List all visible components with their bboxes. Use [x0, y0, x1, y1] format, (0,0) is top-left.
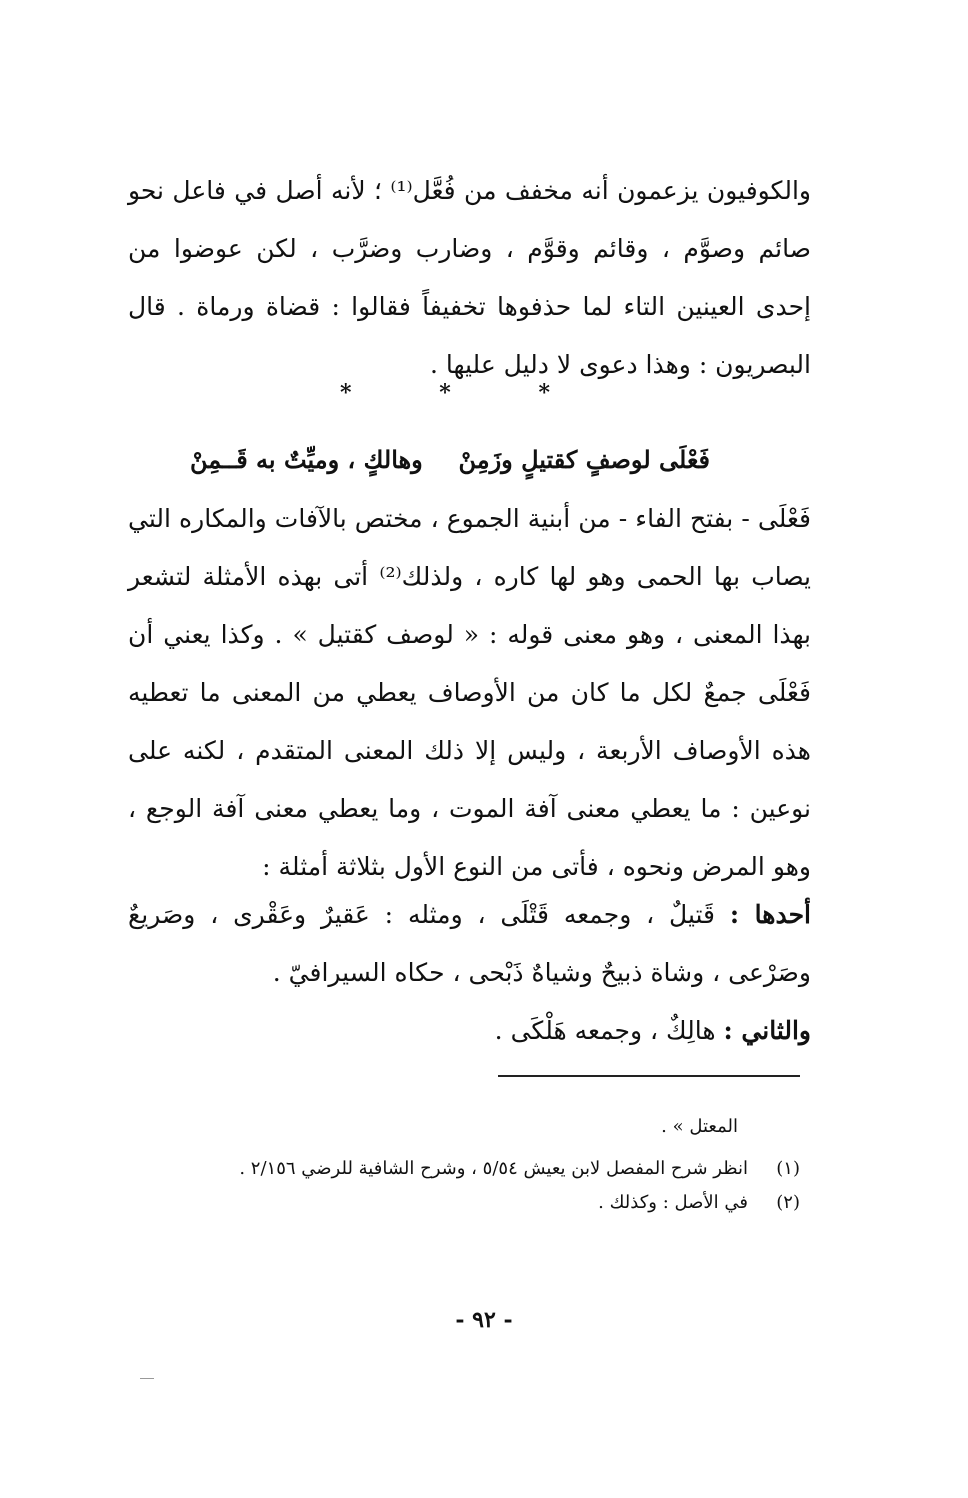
verse: [190, 435, 710, 485]
example-1-lead: أحدها :: [729, 900, 811, 929]
separator-star: *: [538, 380, 550, 406]
verse-hemistich-1: فَعْلَى لوصفٍ كقتيلٍ وزَمِنْ: [458, 445, 710, 474]
section-separator: [340, 378, 550, 408]
footnote-1-number: (١): [776, 1158, 800, 1179]
scan-mark: [140, 1378, 154, 1379]
footnote-1: [180, 1152, 800, 1186]
example-1-text: قَتيلٌ ، وجمعه قَتْلَى ، ومثله : عَقيرٌ وعَقْرى ، وصَريعٌ وصَرْعى ، وشاة ذبيحٌ وشياهٌ ذَبْحى ، حكاه السيرافيّ .: [128, 900, 811, 987]
footnote-2-number: (٢): [776, 1192, 800, 1213]
paragraph-2-text: فَعْلَى - بفتح الفاء - من أبنية الجموع ، مختص بالآفات والمكاره التي يصاب بها الحمى وهو لها كاره ، ولذلك⁽²⁾ أتى بهذه الأمثلة لتشعر بهذا المعنى ، وهو معنى قوله : « لوصف كقتيل » . وكذا يعني أن فَعْلَى جمعٌ لكل ما كان من الأوصاف يعطي من المعنى ما تعطيه هذه الأوصاف الأربعة ، وليس إلا ذلك المعنى المتقدم ، لكنه على نوعين : ما يعطي معنى آفة الموت ، وما يعطي معنى آفة الوجع ، وهو المرض ونحوه ، فأتى من النوع الأول بثلاثة أمثلة :: [128, 504, 811, 881]
paragraph-2: [128, 490, 811, 896]
page-number: - ٩٢ -: [455, 1307, 513, 1333]
paragraph-1-text: والكوفيون يزعمون أنه مخفف من فُعَّل⁽¹⁾ ؛ لأنه أصل في فاعل نحو صائم وصوَّم ، وقائم وقوَّم ، وضارب وضرَّب ، لكن عوضوا من إحدى العينين التاء لما حذفوها تخفيفاً فقالوا : قضاة ورماة . قال البصريون : وهذا دعوى لا دليل عليها .: [128, 176, 812, 379]
footnote-divider: [498, 1075, 800, 1077]
footnote-2-text: في الأصل : وكذلك .: [598, 1192, 748, 1213]
example-2-lead: والثاني :: [723, 1016, 811, 1045]
separator-star: *: [439, 380, 451, 406]
footnote-1-text: انظر شرح المفصل لابن يعيش ٥/٥٤ ، وشرح الشافية للرضي ٢/١٥٦ .: [239, 1158, 748, 1179]
examples-block: [128, 886, 811, 1060]
paragraph-1: [128, 162, 811, 394]
example-2-text: هالِكٌ ، وجمعه هَلْكَى .: [494, 1016, 724, 1045]
verse-hemistich-2: وهالكٍ ، وميِّتٌ به قَــمِنْ: [190, 445, 423, 474]
footnote-continuation: المعتل » .: [661, 1116, 738, 1137]
footnotes: [180, 1152, 800, 1220]
example-1: [128, 886, 811, 1002]
separator-star: *: [340, 380, 352, 406]
footnote-2: [180, 1186, 800, 1220]
example-2: [128, 1002, 811, 1060]
